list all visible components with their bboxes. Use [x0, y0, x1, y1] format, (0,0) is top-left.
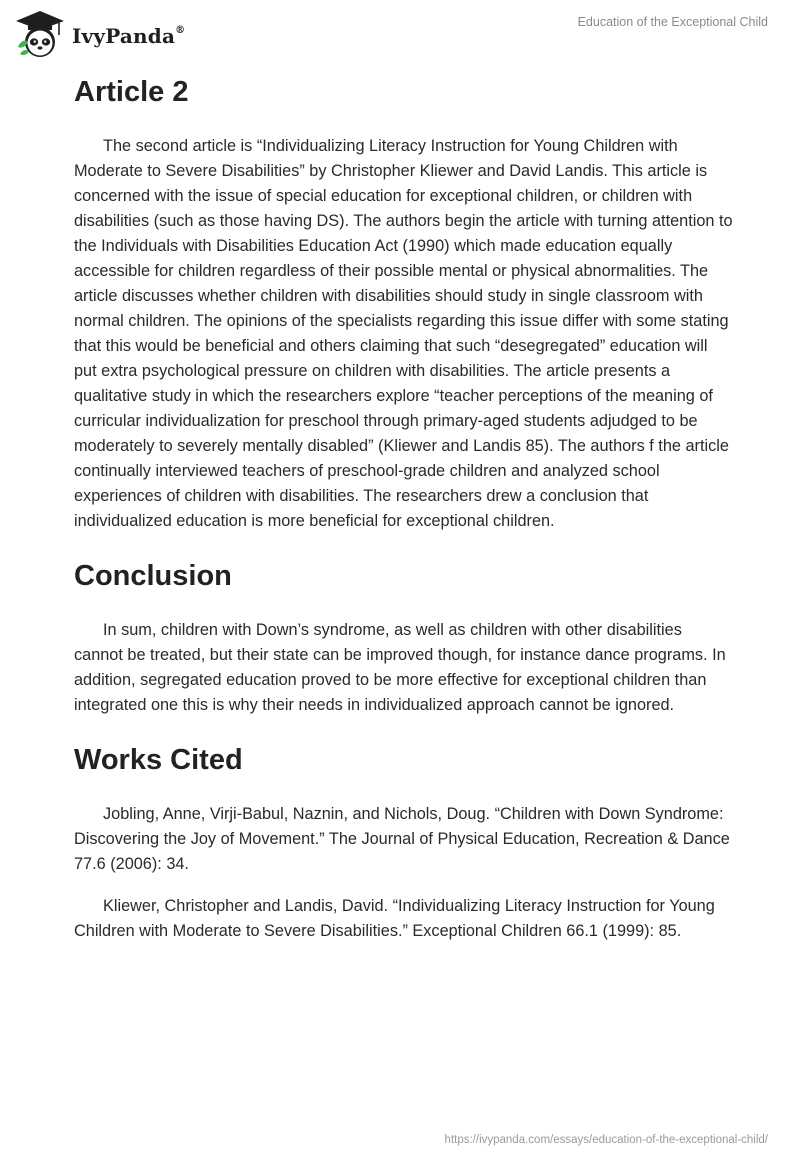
running-title: Education of the Exceptional Child — [577, 15, 768, 29]
section-heading-works-cited: Works Cited — [74, 744, 243, 776]
citation-entry: Jobling, Anne, Virji-Babul, Naznin, and Nichols, Doug. “Children with Down Syndrome: Discovering the Joy of Movement.” The Journal of Physical Education, Recreation & Dance 77.6 (2006): 34. — [74, 805, 730, 873]
essay-content — [74, 70, 734, 944]
article-2-paragraph: The second article is “Individualizing Literacy Instruction for Young Children with Moderate to Severe Disabilities” by Christopher Kliewer and David Landis. This article is concerned with the issue of special education for exceptional children, or children with disabilities (such as those having DS). The authors begin the article with turning attention to the Individuals with Disabilities Education Act (1990) which made education equally accessible for children regardless of their possible mental or physical abnormalities. The article discusses whether children with disabilities should study in single classroom with normal children. The opinions of the specialists regarding this issue differ with some stating that this would be beneficial and others claiming that such “desegregated” education will put extra psychological pressure on children with disabilities. The article presents a qualitative study in which the researchers explore “teacher perceptions of the meaning of curricular individualization for preschool through primary-aged students adjudged to be moderately to severely mentally disabled” (Kliewer and Landis 85). The authors f the article continually interviewed teachers of preschool-grade children and analyzed school experiences of children with disabilities. The researchers drew a conclusion that individualized education is more beneficial for exceptional children. — [74, 137, 733, 530]
section-heading-conclusion: Conclusion — [74, 560, 232, 592]
registered-mark: ® — [175, 25, 186, 37]
panda-graduate-icon — [14, 9, 66, 61]
conclusion-paragraph: In sum, children with Down’s syndrome, as well as children with other disabilities cannot be treated, but their state can be improved though, for instance dance programs. In addition, segregated education proved to be more effective for exceptional children than integrated one this is why their needs in individualized approach cannot be ignored. — [74, 621, 726, 714]
section-heading-article-2: Article 2 — [74, 76, 189, 108]
page-header — [0, 0, 800, 60]
citation-entry: Kliewer, Christopher and Landis, David. “Individualizing Literacy Instruction for Young Children with Moderate to Severe Disabilities.” Exceptional Children 66.1 (1999): 85. — [74, 897, 715, 940]
source-url[interactable]: https://ivypanda.com/essays/education-of-the-exceptional-child/ — [444, 1134, 768, 1146]
brand-logo[interactable] — [14, 9, 185, 61]
brand-name: IvyPanda® — [72, 24, 186, 48]
